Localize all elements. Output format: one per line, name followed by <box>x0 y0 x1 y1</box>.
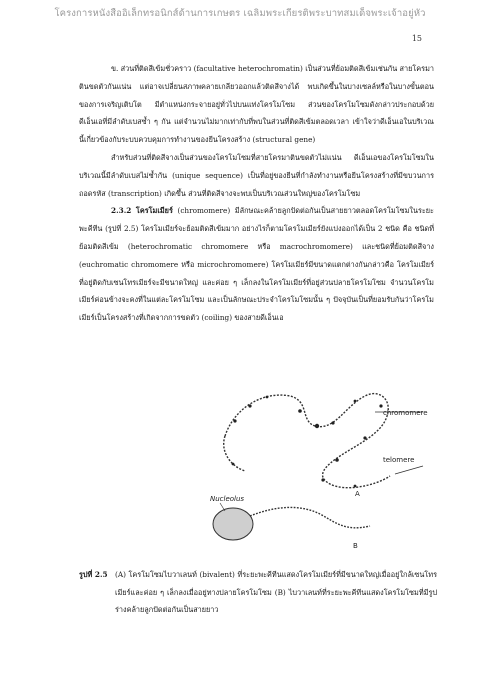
chromomere-label: chromomere <box>383 409 428 417</box>
chromomere-dots <box>232 396 383 488</box>
telomere-label: telomere <box>383 456 415 464</box>
nucleolus-shape <box>213 508 253 540</box>
paragraph-chromomere <box>79 202 434 327</box>
chromosome-illustration <box>205 376 435 556</box>
telomere-pointer <box>395 466 423 474</box>
running-header: โครงการหนังสืออิเล็กทรอนิกส์ด้านการเกษตร เฉลิมพระเกียรติพระบาทสมเด็จพระเจ้าอยู่หัว <box>54 8 426 19</box>
panel-a-label: A <box>355 490 360 498</box>
bivalent-b <box>213 503 370 540</box>
section-text: (chromomere) มีลักษณะคล้ายลูกปัดต่อกันเป็นสายยาวตลอดโครโมโซมในระยะพะคีทีน (รูปที่ 2.5) โครโมเมียร์จะย้อมติดสีเข้มมาก อย่างไรก็ตามโครโมเมียร์ยังแบ่งออกได้เป็น 2 ชนิด คือ ชนิดที่ย้อมติดสีเข้ม (heterochromatic chromomere หรือ macrochromomere) และชนิดที่ย้อมติดสีจาง (euchromatic chromomere หรือ microchromomere) โครโมเมียร์มีขนาดแตกต่างกันกล่าวคือ โครโมเมียร์ที่อยู่ติดกับเซนโทรเมียร์จะมีขนาดใหญ่ และค่อย ๆ เล็กลงในโครโมเมียร์ที่อยู่ส่วนปลายโครโมโซม จำนวนโครโมเมียร์ค่อนข้างจะคงที่ในแต่ละโครโมโซม และเป็นลักษณะประจำโครโมโซมนั้น ๆ ปัจจุบันเป็นที่ยอมรับกันว่าโครโมเมียร์เป็นโครงสร้างที่เกิดจากการขดตัว (coiling) ของสายดีเอ็นเอ <box>79 206 434 323</box>
caption-label: รูปที่ 2.5 <box>79 570 108 579</box>
nucleolus-label: Nucleolus <box>210 495 245 503</box>
paragraph-facultative-heterochromatin: ข. ส่วนที่ติดสีเข้มชั่วคราว (facultative heterochromatin) เป็นส่วนที่ย้อมติดสีเข้มเช่นกัน สายโครมาตินขดตัวกันแน่น แต่อาจเปลี่ยนสภาพคลายเกลียวออกแล้วติดสีจางได้ พบเกิดขึ้นในบางเซลล์หรือในบางขั้นตอนของการเจริญเติบโต มีตำแหน่งกระจายอยู่ทั่วไปบนแท่งโครโมโซม ส่วนของโครโมโซมดังกล่าวประกอบด้วยดีเอ็นเอที่มีลำดับเบสซ้ำ ๆ กัน แต่จำนวนไม่มากเท่ากับที่พบในส่วนที่ติดสีเข้มตลอดเวลา เข้าใจว่าดีเอ็นเอในบริเวณนี้เกี่ยวข้องกับระบบควบคุมการทำงานของยีนโครงสร้าง (structural gene) <box>79 64 434 145</box>
section-number: 2.3.2 <box>111 206 132 216</box>
bivalent-a <box>224 394 390 488</box>
body-text <box>79 60 434 327</box>
paragraph-euchromatin: สำหรับส่วนที่ติดสีจางเป็นส่วนของโครโมโซมที่สายโครมาตินขดตัวไม่แน่น ดีเอ็นเอของโครโมโซมในบริเวณนี้มีลำดับเบสไม่ซ้ำกัน (unique sequence) เป็นที่อยู่ของยีนที่กำลังทำงานหรือยีนโครงสร้างที่มีขบวนการถอดรหัส (transcription) เกิดขึ้น ส่วนที่ติดสีจางจะพบเป็นบริเวณส่วนใหญ่ของโครโมโซม <box>79 152 434 198</box>
page-number: 15 <box>411 34 422 43</box>
section-heading: โครโมเมียร์ <box>135 206 173 216</box>
figure-bivalent <box>205 376 435 556</box>
panel-b-label: B <box>353 542 358 550</box>
caption-text: (A) โครโมโซมไบวาเลนท์ (bivalent) ที่ระยะพะคีทีนแสดงโครโมเมียร์ที่มีขนาดใหญ่เมื่ออยู่ใกล้เซนโทรเมียร์และค่อย ๆ เล็กลงเมื่ออยู่ทางปลายโครโมโซม (B) ไบวาเลนท์ที่ระยะพะคีทีนแสดงโครโมโซมที่มีรูปร่างคล้ายลูกปัดต่อกันเป็นสายยาว <box>115 570 437 614</box>
